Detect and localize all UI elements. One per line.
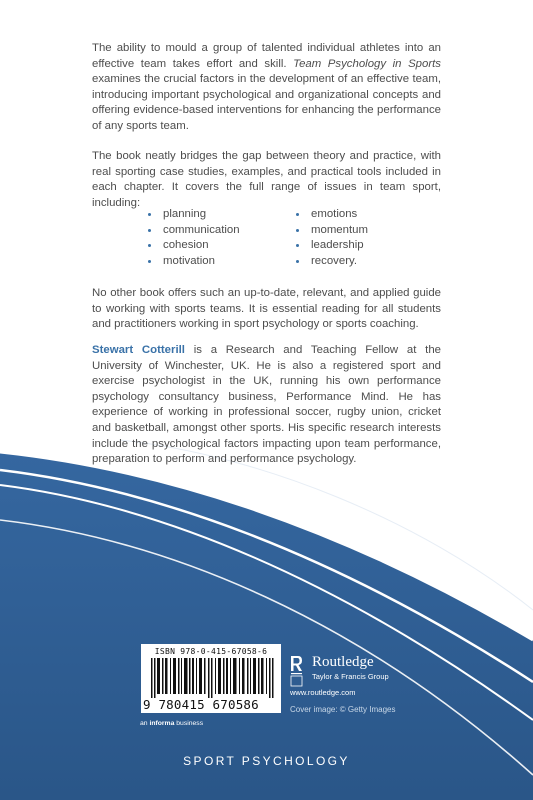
description-paragraph-2: The book neatly bridges the gap between theory and practice, with real sporting case studies, examples, and practical tools included in each chapter. It covers the full range of issues in team sport, including: <box>92 150 441 209</box>
bullet-icon <box>296 244 299 247</box>
routledge-logo-icon <box>289 654 304 688</box>
list-item: emotions <box>296 207 408 223</box>
author-name: Stewart Cotterill <box>92 344 185 356</box>
bullet-icon <box>148 229 151 232</box>
bullet-icon <box>148 260 151 263</box>
description-intro: The ability to mould a group of talented individual athletes into an effective team takes effort and skill. <box>92 42 441 70</box>
author-bio <box>92 343 441 468</box>
list-item: recovery. <box>296 254 408 270</box>
book-title: Team Psychology in Sports <box>293 57 442 70</box>
bullet-icon <box>296 260 299 263</box>
list-item: communication <box>148 223 296 239</box>
description-paragraph-1 <box>92 41 441 135</box>
topic-list <box>148 207 408 269</box>
barcode <box>141 644 281 713</box>
author-bio-text: is a Research and Teaching Fellow at the University of Winchester, UK. He is also a registered sport and exercise psychologist in the UK, running his own performance psychology consultancy business, Performance Mind. He has experience of working in professional soccer, rugby union, cricket and basketball, amongst other sports. His specific research interests include the psychological factors impacting upon team performance, preparation to perform and performance psychology. <box>92 344 442 466</box>
cover-image-credit: Cover image: © Getty Images <box>290 705 396 714</box>
bullet-icon <box>148 244 151 247</box>
description-rest: examines the crucial factors in the development of an effective team, introducing important psychological and organizational concepts and offering evidence-based interventions for enhancing the performance of any sports team. <box>92 73 441 132</box>
publisher-name: Routledge <box>312 654 374 670</box>
list-item: cohesion <box>148 238 296 254</box>
series-label: SPORT PSYCHOLOGY <box>183 754 350 768</box>
list-item: momentum <box>296 223 408 239</box>
barcode-bars <box>151 658 277 698</box>
publisher-url[interactable]: www.routledge.com <box>290 688 356 697</box>
bullet-icon <box>296 229 299 232</box>
bullet-icon <box>148 213 151 216</box>
list-item: motivation <box>148 254 296 270</box>
ean-digits: 9 780415 670586 <box>143 697 259 712</box>
list-item: planning <box>148 207 296 223</box>
description-paragraph-3: No other book offers such an up-to-date, relevant, and applied guide to working with sports teams. It is essential reading for all students and practitioners working in sport psychology or sports coaching. <box>92 287 441 331</box>
list-item: leadership <box>296 238 408 254</box>
bullet-icon <box>296 213 299 216</box>
informa-business-label: an informa business <box>140 720 204 727</box>
publisher-group: Taylor & Francis Group <box>312 672 389 681</box>
isbn-label: ISBN 978-0-415-67058-6 <box>154 647 268 656</box>
